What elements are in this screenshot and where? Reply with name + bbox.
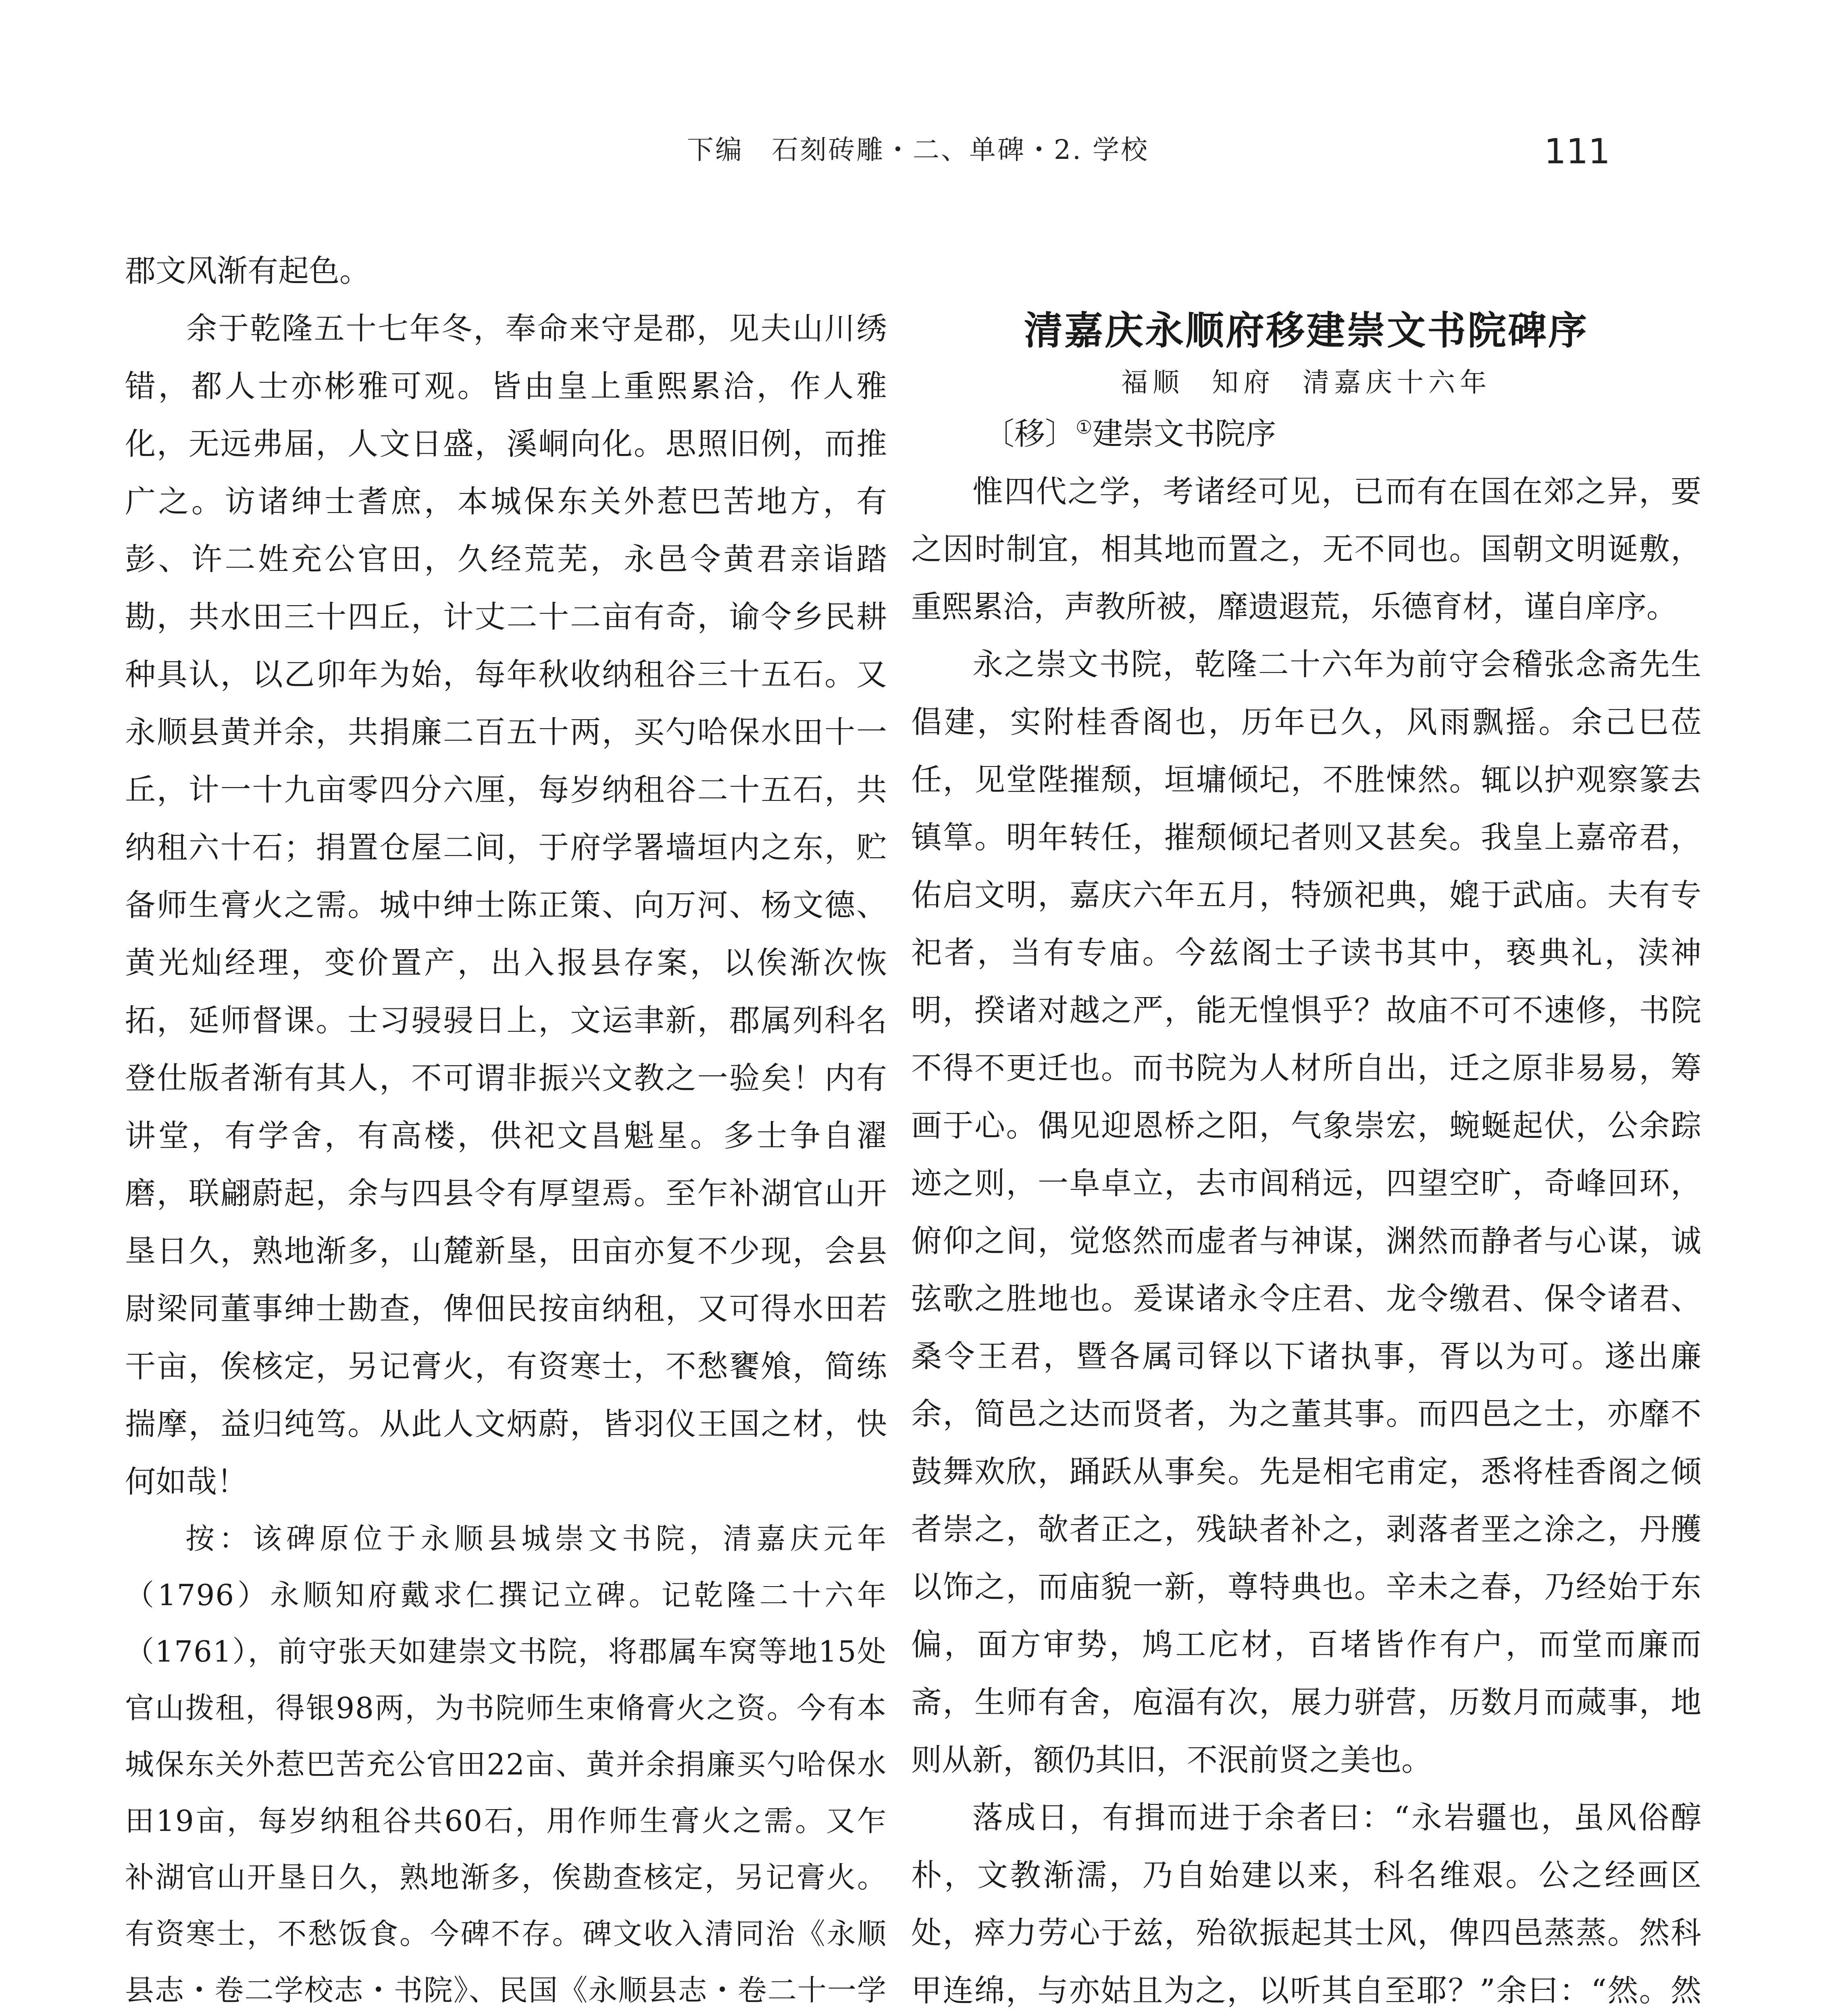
byline-era: 清嘉庆十六年 (1302, 367, 1491, 398)
byline-author: 福顺 (1121, 367, 1184, 398)
subheading-text: 建崇文书院序 (1092, 416, 1276, 452)
sub-heading (911, 405, 1701, 462)
body-paragraph: 余于乾隆五十七年冬，奉命来守是郡，见夫山川绣错，都人士亦彬雅可观。皆由皇上重熙累洽，作人雅化，无远弗届，人文日盛，溪峒向化。思照旧例，而推广之。访诸绅士耆庶，本城保东关外惹巴苦地方，有彭、许二姓充公官田，久经荒芜，永邑令黄君亲诣踏勘，共水田三十四丘，计丈二十二亩有奇，谕令乡民耕种具认，以乙卯年为始，每年秋收纳租谷三十五石。又永顺县黄并余，共捐廉二百五十两，买勺哈保水田十一丘，计一十九亩零四分六厘，每岁纳租谷二十五石，共纳租六十石；捐置仓屋二间，于府学署墙垣内之东，贮备师生膏火之需。城中绅士陈正策、向万河、杨文德、黄光灿经理，变价置产，出入报县存案，以俟渐次恢拓，延师督课。士习骎骎日上，文运聿新，郡属列科名登仕版者渐有其人，不可谓非振兴文教之一验矣！内有讲堂，有学舍，有高楼，供祀文昌魁星。多士争自濯磨，联翩蔚起，余与四县令有厚望焉。至乍补湖官山开垦日久，熟地渐多，山麓新垦，田亩亦复不少现，会县尉梁同董事绅士勘查，俾佃民按亩纳租，又可得水田若干亩，俟核定，另记膏火，有资寒士，不愁饔飧，简练揣摩，益归纯笃。从此人文炳蔚，皆羽仪王国之材，快何如哉！ (125, 310, 887, 1500)
byline-role: 知府 (1212, 367, 1275, 398)
header-chapter: 石刻砖雕・二、单碑・2. 学校 (772, 134, 1149, 165)
right-column (911, 242, 1701, 2016)
footnote-reference[interactable]: ① (1076, 416, 1093, 438)
subheading-prefix: 〔移〕 (984, 416, 1076, 452)
body-paragraph: 郡文风渐有起色。 (125, 253, 370, 289)
page-number: 111 (1544, 131, 1611, 172)
editor-note: 按：该碑原位于永顺县城崇文书院，清嘉庆元年（1796）永顺知府戴求仁撰记立碑。记乾隆二十六年（1761），前守张天如建崇文书院，将郡属车窝等地15处官山拨租，得银98两，为书院师生束脩膏火之资。今有本城保东关外惹巴苦充公官田22亩、黄并余捐廉买勺哈保水田19亩，每岁纳租谷共60石，用作师生膏火之需。又乍补湖官山开垦日久，熟地渐多，俟勘查核定，另记膏火。有资寒士，不愁饭食。今碑不存。碑文收入清同治《永顺县志・卷二学校志・书院》、民国《永顺县志・卷二十一学 (125, 1522, 887, 2007)
byline (911, 360, 1701, 405)
body-paragraph: 惟四代之学，考诸经可见，已而有在国在郊之异，要之因时制宜，相其地而置之，无不同也。国朝文明诞敷，重熙累洽，声教所被，靡遗遐荒，乐德育材，谨自庠序。 (911, 473, 1701, 625)
body-paragraph: 永之崇文书院，乾隆二十六年为前守会稽张念斋先生倡建，实附桂香阁也，历年已久，风雨飘摇。余己巳莅任，见堂陛摧颓，垣墉倾圮，不胜悚然。辄以护观察篆去镇筸。明年转任，摧颓倾圮者则又甚矣。我皇上嘉帝君，佑启文明，嘉庆六年五月，特颁祀典，媲于武庙。夫有专祀者，当有专庙。今兹阁士子读书其中，亵典礼，渎神明，揆诸对越之严，能无惶惧乎？故庙不可不速修，书院不得不更迁也。而书院为人材所自出，迁之原非易易，筹画于心。偶见迎恩桥之阳，气象崇宏，蜿蜒起伏，公余踪迹之则，一阜卓立，去市闾稍远，四望空旷，奇峰回环，俯仰之间，觉悠然而虚者与神谋，渊然而静者与心谋，诚弦歌之胜地也。爰谋诸永令庄君、龙令缴君、保令诸君、桑令王君，暨各属司铎以下诸执事，胥以为可。遂出廉余，简邑之达而贤者，为之董其事。而四邑之士，亦靡不鼓舞欢欣，踊跃从事矣。先是相宅甫定，悉将桂香阁之倾者崇之，欹者正之，残缺者补之，剥落者垩之涂之，丹雘以饰之，而庙貌一新，尊特典也。辛未之春，乃经始于东偏，面方审势，鸠工庀材，百堵皆作有户，而堂而廉而斋，生师有舍，庖湢有次，展力骈营，历数月而蒇事，地则从新，额仍其旧，不泯前贤之美也。 (911, 646, 1701, 1778)
left-column (125, 242, 887, 2016)
article-title: 清嘉庆永顺府移建崇文书院碑序 (1024, 308, 1588, 353)
body-paragraph: 落成日，有揖而进于余者曰：“永岩疆也，虽风俗醇朴，文教渐濡，乃自始建以来，科名维艰。公之经画区处，瘁力劳心于兹，殆欲振起其士风，俾四邑蒸蒸。然科甲连绵，与亦姑且为之，以听其自至耶？”余曰：“然。然 (911, 1799, 1701, 2008)
header-section: 下编 (687, 134, 744, 165)
